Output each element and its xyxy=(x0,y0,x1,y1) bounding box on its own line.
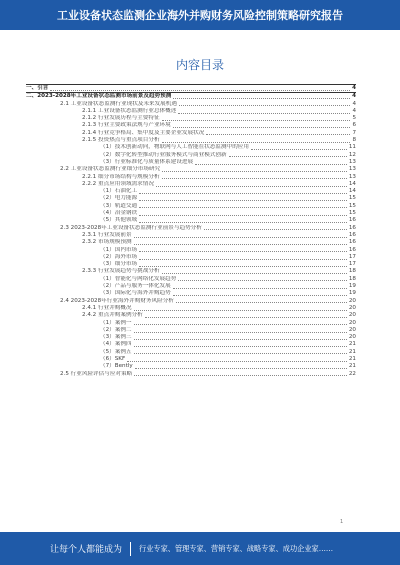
toc-dot-leader xyxy=(179,105,350,106)
toc-entry[interactable] xyxy=(26,144,356,151)
toc-entry[interactable] xyxy=(26,254,356,261)
toc-entry-page: 19 xyxy=(348,283,356,290)
toc-entry[interactable] xyxy=(26,84,356,92)
toc-entry[interactable] xyxy=(26,298,356,305)
toc-entry[interactable] xyxy=(26,152,356,159)
toc-entry-text: （1）技术创新动向，物联网与人工智能在状态监测中的应用 xyxy=(100,144,249,151)
toc-entry-page: 5 xyxy=(352,115,356,122)
toc-entry-text: 2.4 2023-2028年行业海外并购财务风险分析 xyxy=(60,297,174,304)
toc-dot-leader xyxy=(162,142,351,143)
toc-entry-text: 2.5 行业风险评估与应对策略 xyxy=(60,370,133,377)
toc-entry-text: 二、2023-2028年工业设备状态监测市场前景及趋势预测 xyxy=(26,93,172,100)
toc-entry-text: 一、引言 xyxy=(26,85,49,91)
toc-entry[interactable] xyxy=(26,181,356,188)
toc-entry-page: 13 xyxy=(348,158,356,165)
toc-dot-leader xyxy=(173,295,347,296)
toc-entry[interactable] xyxy=(26,290,356,297)
toc-entry[interactable] xyxy=(26,371,356,378)
toc-dot-leader xyxy=(134,353,347,354)
toc-entry-text: 2.1.4 行业竞争格局、集中度及主要企业发展状况 xyxy=(82,129,205,136)
toc-entry-text: （2）数字化转型推动行业服务模式与商业模式创新 xyxy=(100,151,227,158)
toc-entry[interactable] xyxy=(26,174,356,181)
toc-entry[interactable] xyxy=(26,210,356,217)
page-number: 1 xyxy=(340,519,344,525)
toc-dot-leader xyxy=(139,266,347,267)
toc-dot-leader xyxy=(229,156,347,157)
toc-entry[interactable] xyxy=(26,217,356,224)
toc-entry-page: 15 xyxy=(348,210,356,217)
toc-entry-text: 2.1 工业设备状态监测行业现状及未来发展机遇 xyxy=(60,100,177,107)
toc-entry-page: 16 xyxy=(348,224,356,231)
toc-dot-leader xyxy=(173,288,347,289)
toc-dot-leader xyxy=(134,375,347,376)
toc-entry-page: 13 xyxy=(348,173,356,180)
toc-entry-page: 21 xyxy=(348,363,356,370)
toc-dot-leader xyxy=(134,310,347,311)
toc-entry[interactable] xyxy=(26,320,356,327)
footer-slogan: 让每个人都能成为 xyxy=(50,545,123,555)
toc-dot-leader xyxy=(134,324,347,325)
toc-entry[interactable] xyxy=(26,341,356,348)
toc-entry-page: 18 xyxy=(348,268,356,275)
toc-entry-page: 4 xyxy=(352,107,356,114)
toc-entry-page: 22 xyxy=(348,370,356,377)
toc-dot-leader xyxy=(134,346,347,347)
toc-entry-page: 11 xyxy=(348,144,356,151)
toc-dot-leader xyxy=(127,361,347,362)
toc-entry-text: （3）行业标准化与质量体系建设进展 xyxy=(100,158,194,165)
toc-entry-text: （1）国内市场 xyxy=(100,246,138,253)
toc-title: 内容目录 xyxy=(175,58,224,72)
toc-entry[interactable] xyxy=(26,305,356,312)
toc-entry[interactable] xyxy=(26,239,356,246)
toc-dot-leader xyxy=(162,171,347,172)
toc-entry[interactable] xyxy=(26,283,356,290)
toc-entry-text: （2）电力能源 xyxy=(100,195,138,202)
toc-entry[interactable] xyxy=(26,349,356,356)
toc-entry-page: 20 xyxy=(348,334,356,341)
toc-entry[interactable] xyxy=(26,130,356,137)
toc-entry[interactable] xyxy=(26,203,356,210)
footer-banner xyxy=(0,532,400,565)
toc-entry-text: （1）案例一 xyxy=(100,319,132,326)
toc-dot-leader xyxy=(139,193,347,194)
toc-entry-text: 2.1.5 投资热点与重点项目分析 xyxy=(82,137,160,144)
toc-entry-text: （2）产品与服务一体化发展 xyxy=(100,283,171,290)
toc-entry-page: 13 xyxy=(348,166,356,173)
toc-dot-leader xyxy=(139,207,347,208)
toc-entry-page: 17 xyxy=(348,253,356,260)
toc-entry-text: （1）智能化与网络化发展趋势 xyxy=(100,275,177,282)
toc-entry-page: 15 xyxy=(348,195,356,202)
toc-entry-page: 20 xyxy=(348,326,356,333)
toc-entry-page: 20 xyxy=(348,297,356,304)
toc-entry-text: 2.4.2 重点并购案例分析 xyxy=(82,312,143,319)
toc-dot-leader xyxy=(173,98,350,99)
toc-entry[interactable] xyxy=(26,312,356,319)
report-title: 工业设备状态监测企业海外并购财务风险控制策略研究报告 xyxy=(57,9,343,22)
toc-entry-text: 2.4.1 行业并购概况 xyxy=(82,304,132,311)
toc-entry-text: 2.3.1 行业发展前景 xyxy=(82,231,132,238)
toc-entry-page: 14 xyxy=(348,180,356,187)
toc-dot-leader xyxy=(139,222,347,223)
toc-entry-page: 4 xyxy=(352,100,356,107)
toc-dot-leader xyxy=(134,237,347,238)
toc-dot-leader xyxy=(162,273,347,274)
toc-entry-page: 16 xyxy=(348,239,356,246)
toc-dot-leader xyxy=(145,317,347,318)
toc-entry[interactable] xyxy=(26,122,356,129)
toc-entry-page: 14 xyxy=(348,188,356,195)
toc-entry[interactable] xyxy=(26,276,356,283)
toc-entry-text: （7）Bently xyxy=(100,363,133,370)
toc-dot-leader xyxy=(204,229,347,230)
toc-entry-text: 2.1.2 行业发展历程与主要特征 xyxy=(82,115,160,122)
toc-dot-leader xyxy=(176,302,347,303)
footer-divider xyxy=(130,542,131,556)
toc-dot-leader xyxy=(178,113,350,114)
toc-entry-text: （4）案例四 xyxy=(100,341,132,348)
toc-entry-page: 19 xyxy=(348,290,356,297)
toc-entry-page: 8 xyxy=(352,137,356,144)
toc-entry-text: 2.2.2 重点应用领域需求情况 xyxy=(82,180,154,187)
toc-entry-page: 17 xyxy=(348,261,356,268)
toc-entry-text: （4）冶金钢铁 xyxy=(100,210,138,217)
toc-dot-leader xyxy=(139,215,347,216)
toc-dot-leader xyxy=(134,244,347,245)
toc-entry[interactable] xyxy=(26,327,356,334)
toc-dot-leader xyxy=(206,134,350,135)
toc-entry-text: （2）海外市场 xyxy=(100,253,138,260)
toc-dot-leader xyxy=(139,259,347,260)
toc-entry[interactable] xyxy=(26,261,356,268)
toc-dot-leader xyxy=(50,90,350,91)
toc-dot-leader xyxy=(134,339,347,340)
toc-entry[interactable] xyxy=(26,225,356,232)
toc-entry[interactable] xyxy=(26,166,356,173)
toc-dot-leader xyxy=(139,251,347,252)
toc-entry[interactable] xyxy=(26,188,356,195)
toc-entry-page: 16 xyxy=(348,231,356,238)
toc-entry[interactable] xyxy=(26,232,356,239)
toc-entry-text: （3）案例三 xyxy=(100,334,132,341)
toc-entry-page: 20 xyxy=(348,319,356,326)
toc-entry-text: 2.3.2 市场规模预测 xyxy=(82,239,132,246)
footer-tagline: 行业专家、管理专家、营销专家、战略专家、成功企业家…… xyxy=(139,543,334,553)
toc-entry-page: 21 xyxy=(348,348,356,355)
toc-entry-page: 20 xyxy=(348,304,356,311)
toc-entry-text: （5）其他领域 xyxy=(100,217,138,224)
toc-entry[interactable] xyxy=(26,195,356,202)
toc-dot-leader xyxy=(156,186,347,187)
toc-entry[interactable] xyxy=(26,159,356,166)
toc-entry-text: 2.2 工业设备状态监测行业细分市场研究 xyxy=(60,166,161,173)
toc-entry-page: 15 xyxy=(348,202,356,209)
toc-entry-page: 4 xyxy=(352,85,356,91)
toc-entry-text: 2.3.3 行业发展趋势与挑战分析 xyxy=(82,268,160,275)
toc-entry-page: 12 xyxy=(348,151,356,158)
toc-entry-text: （3）轨道交通 xyxy=(100,202,138,209)
toc-entry-page: 18 xyxy=(348,275,356,282)
report-header-banner xyxy=(0,0,400,30)
toc-entry-text: （2）案例二 xyxy=(100,326,132,333)
toc-entry[interactable] xyxy=(26,247,356,254)
toc-entry-text: （3）细分市场 xyxy=(100,261,138,268)
toc-entry-text: （3）国际化与海外并购趋势 xyxy=(100,290,171,297)
toc-entry-page: 21 xyxy=(348,355,356,362)
toc-dot-leader xyxy=(178,280,347,281)
toc-entry-page: 6 xyxy=(352,122,356,129)
toc-dot-leader xyxy=(139,200,347,201)
toc-entry-text: （6）SKF xyxy=(100,355,126,362)
toc-entry[interactable] xyxy=(26,268,356,275)
toc-entry-page: 21 xyxy=(348,341,356,348)
toc-dot-leader xyxy=(162,120,351,121)
toc-entry[interactable] xyxy=(26,137,356,144)
toc-entry-page: 20 xyxy=(348,312,356,319)
toc-dot-leader xyxy=(134,332,347,333)
toc-entry-page: 4 xyxy=(352,93,356,100)
toc-entry-page: 16 xyxy=(348,246,356,253)
toc-entry-page: 7 xyxy=(352,129,356,136)
toc-dot-leader xyxy=(162,178,347,179)
table-of-contents xyxy=(26,84,356,378)
toc-dot-leader xyxy=(251,149,347,150)
toc-entry-text: 2.1.3 行业主要政策法规与产业环境 xyxy=(82,122,171,129)
toc-entry[interactable] xyxy=(26,363,356,370)
toc-entry-text: 2.2.1 细分市场结构与规模分析 xyxy=(82,173,160,180)
toc-entry[interactable] xyxy=(26,108,356,115)
toc-entry[interactable] xyxy=(26,101,356,108)
toc-dot-leader xyxy=(173,127,351,128)
toc-entry[interactable] xyxy=(26,92,356,100)
toc-entry-page: 16 xyxy=(348,217,356,224)
toc-entry-text: （1）石油化工 xyxy=(100,188,138,195)
toc-entry-text: 2.3 2023-2028年工业设备状态监测行业前景与趋势分析 xyxy=(60,224,202,231)
toc-entry-text: 2.1.1 工业设备状态监测行业总体概述 xyxy=(82,107,177,114)
toc-entry[interactable] xyxy=(26,334,356,341)
toc-dot-leader xyxy=(195,164,347,165)
toc-entry-text: （5）案例五 xyxy=(100,348,132,355)
toc-entry[interactable] xyxy=(26,356,356,363)
toc-dot-leader xyxy=(135,368,347,369)
toc-entry[interactable] xyxy=(26,115,356,122)
